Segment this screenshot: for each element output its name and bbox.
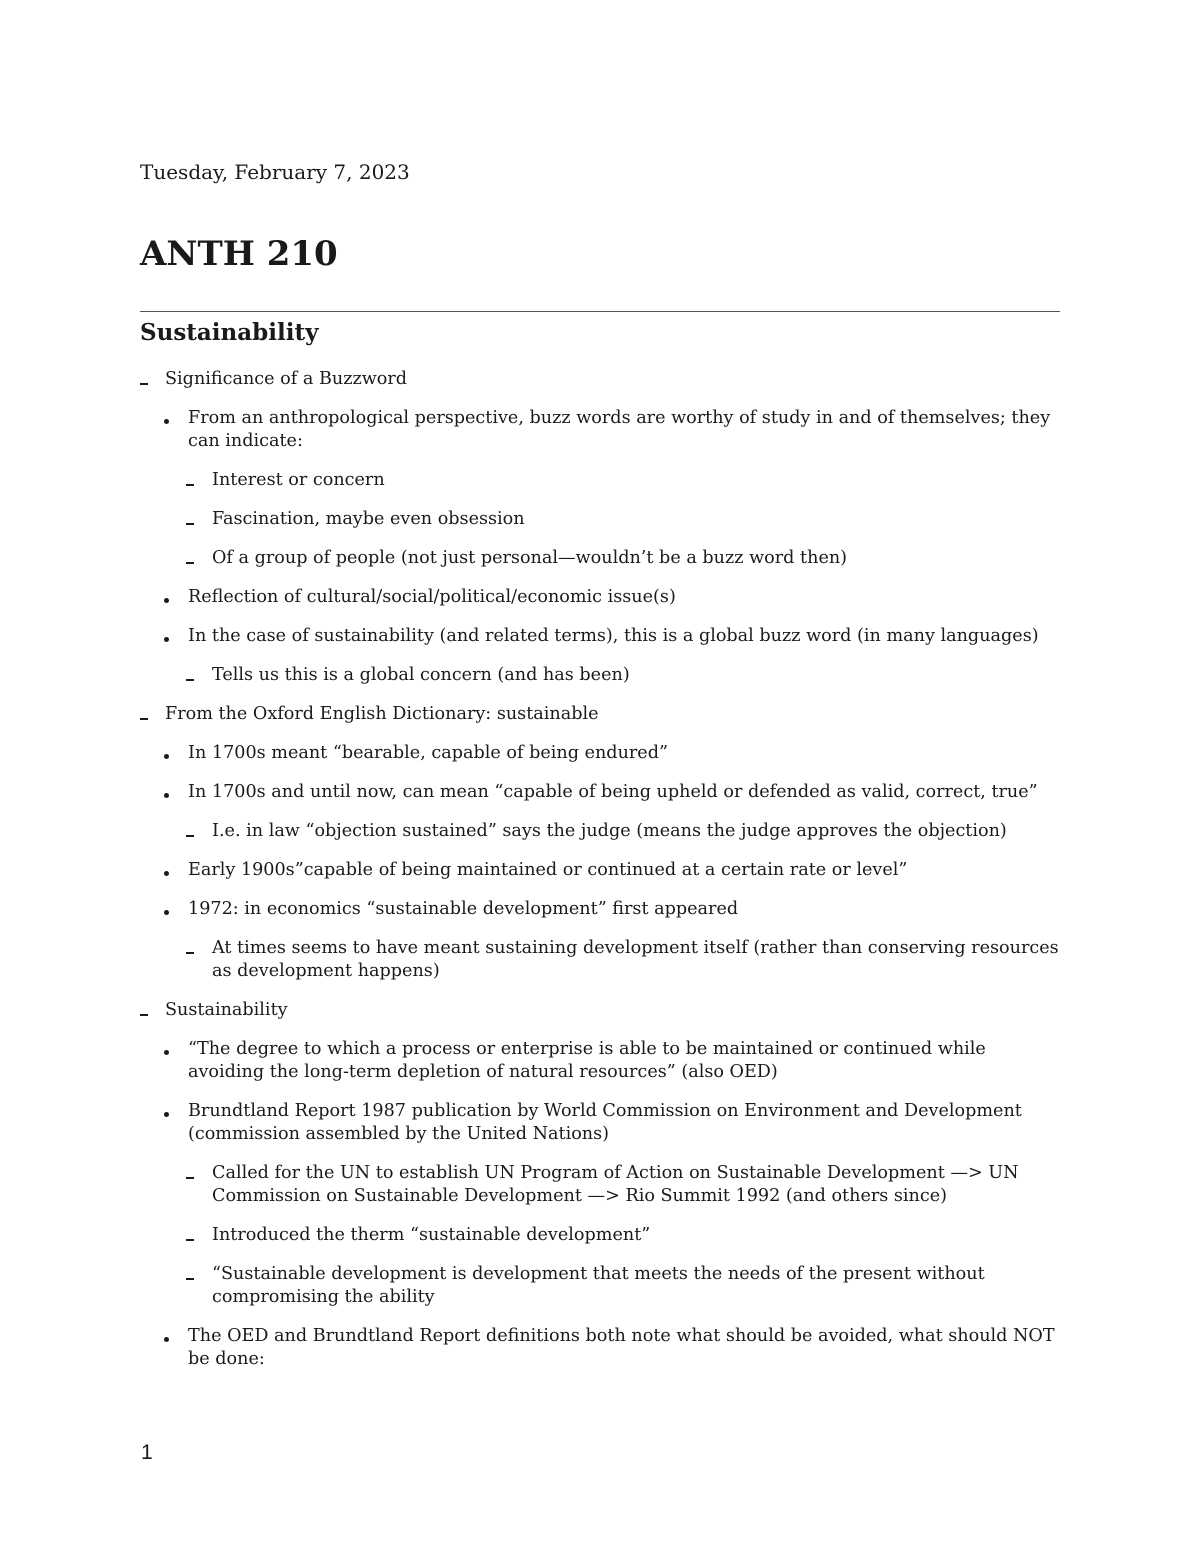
outline-item [140,508,1060,531]
page-number: 1 [141,1441,153,1464]
outline-item-text: Fascination, maybe even obsession [212,509,525,529]
outline-item [140,368,1060,391]
dash-bullet-icon [186,469,194,492]
dot-bullet-icon [164,1038,169,1061]
outline-item-text: I.e. in law “objection sustained” says the judge (means the judge approves the objection) [212,821,1007,841]
outline-item [140,407,1060,453]
outline-item-text: In 1700s and until now, can mean “capable of being upheld or defended as valid, correct, true” [188,782,1038,802]
dot-bullet-icon [164,898,169,921]
outline-item-text: Introduced the therm “sustainable development” [212,1225,651,1245]
outline-item [140,625,1060,648]
outline-item [140,1038,1060,1084]
outline-item-text: Reflection of cultural/social/political/economic issue(s) [188,587,676,607]
dash-bullet-icon [186,1162,194,1185]
dot-bullet-icon [164,1325,169,1348]
section-heading: Sustainability [140,319,319,346]
dot-bullet-icon [164,586,169,609]
outline-item [140,547,1060,570]
outline-item-text: Significance of a Buzzword [165,369,408,389]
outline-item [140,586,1060,609]
outline-item [140,859,1060,882]
outline-item [140,820,1060,843]
dash-bullet-icon [140,368,148,391]
dash-bullet-icon [186,820,194,843]
dot-bullet-icon [164,859,169,882]
outline-item [140,469,1060,492]
outline-item [140,703,1060,726]
outline-item [140,1325,1060,1371]
outline-item-text: Interest or concern [212,470,385,490]
outline-item [140,898,1060,921]
outline-list [140,368,1060,1387]
dash-bullet-icon [186,1224,194,1247]
dash-bullet-icon [140,999,148,1022]
dash-bullet-icon [186,1263,194,1286]
outline-item [140,1162,1060,1208]
outline-item [140,1100,1060,1146]
outline-item [140,937,1060,983]
dot-bullet-icon [164,742,169,765]
dash-bullet-icon [140,703,148,726]
page-title: ANTH 210 [140,234,338,274]
outline-item-text: Of a group of people (not just personal—wouldn’t be a buzz word then) [212,548,848,568]
dot-bullet-icon [164,625,169,648]
title-divider [140,311,1060,312]
outline-item-text: From an anthropological perspective, buzz words are worthy of study in and of themselves; they can indicate: [188,408,1051,451]
dot-bullet-icon [164,781,169,804]
outline-item-text: Called for the UN to establish UN Program of Action on Sustainable Development —> UN Commission on Sustainable Development —> Rio Summit 1992 (and others since) [212,1163,1019,1206]
outline-item [140,664,1060,687]
outline-item [140,1224,1060,1247]
outline-item-text: Brundtland Report 1987 publication by World Commission on Environment and Development (commission assembled by the United Nations) [188,1101,1022,1144]
outline-item [140,1263,1060,1309]
outline-item-text: At times seems to have meant sustaining development itself (rather than conserving resources as development happens) [212,938,1059,981]
dash-bullet-icon [186,508,194,531]
outline-item [140,742,1060,765]
note-date: Tuesday, February 7, 2023 [140,160,410,184]
outline-item [140,999,1060,1022]
dash-bullet-icon [186,664,194,687]
outline-item-text: 1972: in economics “sustainable development” first appeared [188,899,739,919]
dash-bullet-icon [186,547,194,570]
outline-item-text: “Sustainable development is development that meets the needs of the present without compromising the ability [212,1264,985,1307]
outline-item-text: Tells us this is a global concern (and has been) [212,665,630,685]
outline-item-text: Early 1900s”capable of being maintained or continued at a certain rate or level” [188,860,908,880]
outline-item-text: “The degree to which a process or enterprise is able to be maintained or continued while avoiding the long-term depletion of natural resources” (also OED) [188,1039,986,1082]
dot-bullet-icon [164,407,169,430]
outline-item-text: From the Oxford English Dictionary: sustainable [165,704,599,724]
dot-bullet-icon [164,1100,169,1123]
outline-item-text: Sustainability [165,1000,288,1020]
dash-bullet-icon [186,937,194,960]
outline-item-text: In the case of sustainability (and related terms), this is a global buzz word (in many languages) [188,626,1039,646]
outline-item-text: In 1700s meant “bearable, capable of being endured” [188,743,668,763]
outline-item-text: The OED and Brundtland Report definitions both note what should be avoided, what should NOT be done: [188,1326,1055,1369]
outline-item [140,781,1060,804]
